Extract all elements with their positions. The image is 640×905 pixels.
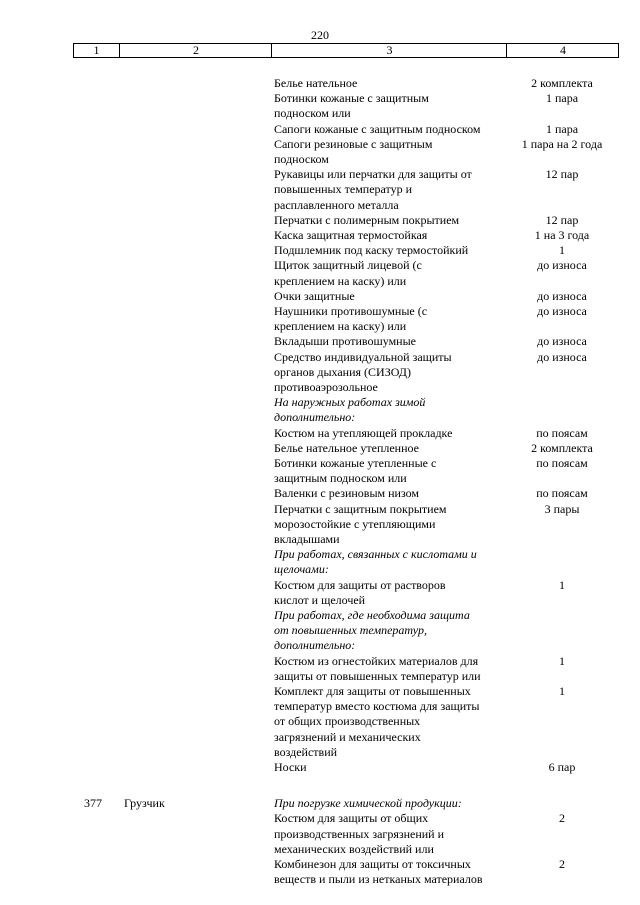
item-line: Белье нательное утепленное (274, 440, 419, 455)
header-col-1: 1 (93, 43, 100, 57)
ppe-item-qty: 2 комплекта (531, 76, 593, 90)
ppe-item-qty: 1 (559, 243, 565, 258)
item-line: защиты от повышенных температур или (274, 668, 481, 683)
item-line: Костюм из огнестойких материалов для (274, 653, 479, 668)
ppe-item-qty: 2 (559, 811, 565, 826)
item-line: Костюм для защиты от общих (274, 811, 429, 826)
item-line: расплавленного металла (274, 197, 399, 212)
ppe-item-qty: по поясам (536, 456, 588, 470)
ppe-item-name (274, 213, 504, 228)
ppe-item-name (274, 243, 504, 258)
item-line: противоаэрозольное (274, 380, 378, 394)
item-line: подноском или (274, 106, 351, 121)
ppe-item-name (274, 760, 504, 775)
ppe-item-name (274, 304, 504, 334)
ppe-item-name (274, 654, 504, 684)
ppe-item-name (274, 167, 504, 213)
ppe-item-name (274, 441, 504, 456)
item-line: органов дыхания (СИЗОД) (274, 364, 411, 379)
ppe-item-qty: 1 пара на 2 года (521, 136, 603, 151)
ppe-item-name (274, 137, 504, 167)
item-line: Ботинки кожаные с защитным (274, 91, 429, 106)
item-line: Перчатки с полимерным покрытием (274, 212, 460, 227)
item-line: Комбинезон для защиты от токсичных (274, 857, 471, 871)
item-line: Костюм для защиты от растворов (274, 577, 446, 592)
item-line: вкладышами (274, 532, 340, 546)
ppe-item-qty: 12 пар (545, 167, 579, 182)
ppe-item-name (274, 811, 504, 857)
section-note (274, 547, 504, 577)
item-line: креплением на каску) или (274, 319, 407, 334)
ppe-item-qty: по поясам (536, 486, 588, 501)
item-line: морозостойкие с утепляющими (274, 516, 436, 531)
ppe-item-name (274, 857, 504, 887)
page-number: 220 (311, 28, 329, 42)
ppe-item-name (274, 426, 504, 441)
ppe-item-name (274, 258, 504, 288)
item-line: Подшлемник под каску термостойкий (274, 243, 469, 258)
section-note (274, 395, 504, 425)
item-line: Валенки с резиновым низом (274, 486, 420, 501)
item-line: Средство индивидуальной защиты (274, 349, 452, 364)
header-col-4: 4 (506, 44, 619, 57)
ppe-item-qty: 1 на 3 года (534, 228, 590, 242)
ppe-item-name (274, 122, 504, 137)
ppe-item-name (274, 502, 504, 548)
item-line: щелочами: (274, 562, 329, 577)
item-line: от общих производственных (274, 714, 421, 729)
ppe-item-qty: 1 (559, 653, 565, 668)
ppe-item-name (274, 228, 504, 243)
ppe-item-qty: до износа (537, 304, 587, 318)
row-number: 377 (84, 796, 102, 811)
item-line: креплением на каску) или (274, 273, 407, 288)
ppe-item-name (274, 91, 504, 121)
item-line: кислот и щелочей (274, 592, 366, 607)
ppe-item-qty: 1 пара (545, 121, 579, 136)
table-header (73, 43, 619, 58)
ppe-item-qty: 12 пар (545, 212, 579, 227)
item-line: При работах, связанных с кислотами и (274, 547, 477, 562)
ppe-item-qty: до износа (537, 349, 587, 364)
item-line: производственных загрязнений и (274, 826, 445, 841)
item-line: Комплект для защиты от повышенных (274, 684, 471, 698)
item-line: веществ и пыли из нетканых материалов (274, 872, 483, 887)
item-line: При погрузке химической продукции: (274, 796, 462, 811)
item-line: подноском (274, 152, 329, 166)
item-line: загрязнений и механических (274, 729, 421, 744)
ppe-item-qty: 6 пар (548, 760, 576, 774)
ppe-item-qty: по поясам (536, 425, 588, 440)
ppe-item-name (274, 76, 504, 91)
item-line: повышенных температур и (274, 182, 413, 197)
ppe-item-qty: 2 (559, 857, 565, 871)
item-line: Носки (274, 760, 307, 774)
item-line: Сапоги резиновые с защитным (274, 136, 433, 151)
header-col-3: 3 (271, 44, 507, 57)
ppe-item-name (274, 350, 504, 396)
ppe-item-name (274, 289, 504, 304)
item-line: Наушники противошумные (с (274, 304, 428, 318)
ppe-item-qty: до износа (537, 288, 587, 303)
item-line: Вкладыши противошумные (274, 334, 416, 349)
item-line: Костюм на утепляющей прокладке (274, 425, 453, 440)
ppe-item-qty: 1 (559, 684, 565, 698)
item-line: Перчатки с защитным покрытием (274, 501, 447, 516)
item-line: Белье нательное (274, 76, 358, 90)
item-line: температур вместо костюма для защиты (274, 699, 480, 714)
header-col-2: 2 (119, 44, 272, 57)
item-line: дополнительно: (274, 410, 356, 425)
ppe-item-name (274, 456, 504, 486)
ppe-item-qty: до износа (537, 334, 587, 349)
ppe-item-name (274, 334, 504, 349)
item-line: Очки защитные (274, 288, 355, 303)
item-line: дополнительно: (274, 638, 356, 653)
ppe-item-qty: 2 комплекта (531, 440, 593, 455)
ppe-item-qty: 1 пара (545, 91, 579, 106)
section-note (274, 796, 504, 811)
item-line: На наружных работах зимой (274, 395, 426, 410)
item-line: Ботинки кожаные утепленные с (274, 456, 437, 470)
item-line: При работах, где необходима защита (274, 608, 470, 622)
item-line: Щиток защитный лицевой (с (274, 258, 422, 273)
ppe-item-name (274, 486, 504, 501)
ppe-item-qty: 1 (559, 577, 565, 592)
section-note (274, 608, 504, 654)
ppe-item-name (274, 578, 504, 608)
ppe-item-qty: 3 пары (544, 501, 580, 516)
item-line: Сапоги кожаные с защитным подноском (274, 121, 481, 136)
item-line: воздействий (274, 744, 338, 759)
item-line: защитным подноском или (274, 471, 407, 486)
ppe-item-name (274, 684, 504, 760)
profession-name: Грузчик (124, 796, 165, 811)
item-line: Рукавицы или перчатки для защиты от (274, 167, 472, 182)
item-line: Каска защитная термостойкая (274, 228, 428, 242)
item-line: от повышенных температур, (274, 623, 427, 638)
ppe-item-qty: до износа (537, 258, 587, 273)
item-line: механических воздействий или (274, 841, 434, 856)
